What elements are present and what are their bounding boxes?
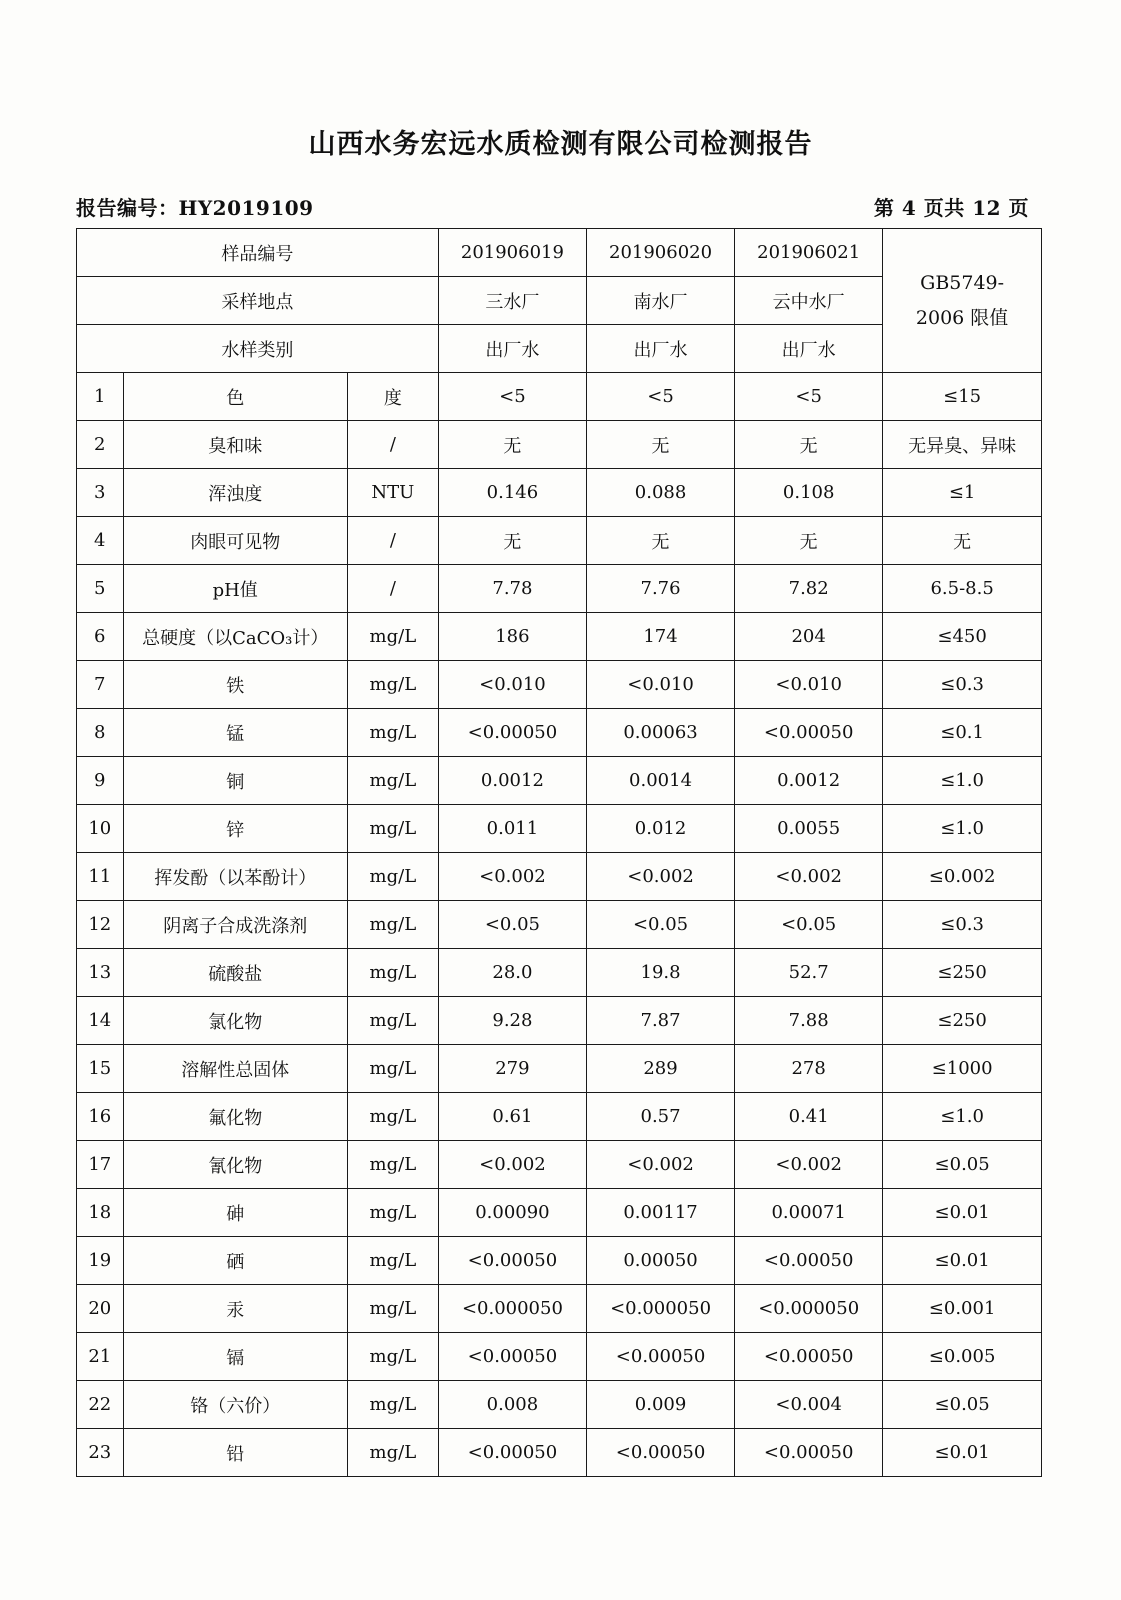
table-row bbox=[77, 1285, 1042, 1333]
sample-site-3: 云中水厂 bbox=[735, 277, 883, 325]
row-index: 3 bbox=[77, 469, 124, 517]
row-unit: mg/L bbox=[347, 1093, 438, 1141]
table-row bbox=[77, 565, 1042, 613]
table-row bbox=[77, 1381, 1042, 1429]
row-index: 6 bbox=[77, 613, 124, 661]
row-parameter: 硒 bbox=[123, 1237, 347, 1285]
row-index: 2 bbox=[77, 421, 124, 469]
row-limit: ≤0.002 bbox=[883, 853, 1042, 901]
row-index: 5 bbox=[77, 565, 124, 613]
row-value-2: <0.002 bbox=[586, 1141, 734, 1189]
row-parameter: 肉眼可见物 bbox=[123, 517, 347, 565]
row-limit: ≤1.0 bbox=[883, 757, 1042, 805]
row-unit: mg/L bbox=[347, 949, 438, 997]
row-index: 13 bbox=[77, 949, 124, 997]
row-value-2: 0.0014 bbox=[586, 757, 734, 805]
row-parameter: 汞 bbox=[123, 1285, 347, 1333]
row-limit: ≤1.0 bbox=[883, 1093, 1042, 1141]
row-value-1: <0.05 bbox=[438, 901, 586, 949]
row-value-3: 52.7 bbox=[735, 949, 883, 997]
row-value-1: 0.61 bbox=[438, 1093, 586, 1141]
row-value-3: <0.05 bbox=[735, 901, 883, 949]
page-number: 第 4 页共 12 页 bbox=[873, 196, 1029, 220]
row-parameter: 氯化物 bbox=[123, 997, 347, 1045]
row-unit: / bbox=[347, 565, 438, 613]
row-value-3: 无 bbox=[735, 517, 883, 565]
row-limit: ≤450 bbox=[883, 613, 1042, 661]
row-value-3: <0.00050 bbox=[735, 1333, 883, 1381]
row-index: 19 bbox=[77, 1237, 124, 1285]
row-parameter: 锌 bbox=[123, 805, 347, 853]
row-unit: mg/L bbox=[347, 709, 438, 757]
row-value-1: 0.008 bbox=[438, 1381, 586, 1429]
row-index: 11 bbox=[77, 853, 124, 901]
header-label-water-type: 水样类别 bbox=[77, 325, 439, 373]
row-value-3: <0.000050 bbox=[735, 1285, 883, 1333]
row-index: 15 bbox=[77, 1045, 124, 1093]
row-value-2: 0.00063 bbox=[586, 709, 734, 757]
table-row bbox=[77, 805, 1042, 853]
row-value-2: 7.76 bbox=[586, 565, 734, 613]
row-value-1: <5 bbox=[438, 373, 586, 421]
row-parameter: pH值 bbox=[123, 565, 347, 613]
header-label-sample-no: 样品编号 bbox=[77, 229, 439, 277]
table-row bbox=[77, 709, 1042, 757]
table-row bbox=[77, 949, 1042, 997]
row-index: 22 bbox=[77, 1381, 124, 1429]
row-value-2: <0.002 bbox=[586, 853, 734, 901]
row-value-2: 7.87 bbox=[586, 997, 734, 1045]
row-value-2: 无 bbox=[586, 517, 734, 565]
row-value-1: 7.78 bbox=[438, 565, 586, 613]
row-value-2: <0.00050 bbox=[586, 1429, 734, 1477]
row-unit: mg/L bbox=[347, 1189, 438, 1237]
row-value-2: 0.57 bbox=[586, 1093, 734, 1141]
row-index: 9 bbox=[77, 757, 124, 805]
row-unit: NTU bbox=[347, 469, 438, 517]
row-value-1: 无 bbox=[438, 517, 586, 565]
row-limit: 无 bbox=[883, 517, 1042, 565]
row-value-3: 204 bbox=[735, 613, 883, 661]
row-index: 17 bbox=[77, 1141, 124, 1189]
row-value-3: <0.010 bbox=[735, 661, 883, 709]
row-limit: 无异臭、异味 bbox=[883, 421, 1042, 469]
row-value-3: 0.0012 bbox=[735, 757, 883, 805]
table-row bbox=[77, 1141, 1042, 1189]
row-value-2: <0.05 bbox=[586, 901, 734, 949]
row-value-1: <0.00050 bbox=[438, 1429, 586, 1477]
table-row bbox=[77, 1333, 1042, 1381]
row-value-3: 无 bbox=[735, 421, 883, 469]
row-index: 14 bbox=[77, 997, 124, 1045]
row-index: 7 bbox=[77, 661, 124, 709]
row-unit: mg/L bbox=[347, 1381, 438, 1429]
row-value-2: 0.088 bbox=[586, 469, 734, 517]
row-value-1: 186 bbox=[438, 613, 586, 661]
row-index: 12 bbox=[77, 901, 124, 949]
row-value-2: 19.8 bbox=[586, 949, 734, 997]
row-value-2: <0.00050 bbox=[586, 1333, 734, 1381]
row-unit: mg/L bbox=[347, 1333, 438, 1381]
row-limit: ≤1 bbox=[883, 469, 1042, 517]
sample-no-3: 201906021 bbox=[735, 229, 883, 277]
row-value-3: <0.00050 bbox=[735, 709, 883, 757]
table-row bbox=[77, 1045, 1042, 1093]
row-parameter: 总硬度（以CaCO₃计） bbox=[123, 613, 347, 661]
row-unit: mg/L bbox=[347, 613, 438, 661]
row-limit: ≤0.01 bbox=[883, 1189, 1042, 1237]
sample-site-2: 南水厂 bbox=[586, 277, 734, 325]
sample-no-2: 201906020 bbox=[586, 229, 734, 277]
row-limit: ≤0.1 bbox=[883, 709, 1042, 757]
row-index: 8 bbox=[77, 709, 124, 757]
row-value-3: 0.41 bbox=[735, 1093, 883, 1141]
table-row bbox=[77, 1093, 1042, 1141]
row-unit: mg/L bbox=[347, 997, 438, 1045]
row-value-3: <0.00050 bbox=[735, 1429, 883, 1477]
row-unit: mg/L bbox=[347, 853, 438, 901]
row-unit: 度 bbox=[347, 373, 438, 421]
row-value-2: <0.010 bbox=[586, 661, 734, 709]
row-limit: ≤0.01 bbox=[883, 1429, 1042, 1477]
row-unit: mg/L bbox=[347, 757, 438, 805]
row-index: 10 bbox=[77, 805, 124, 853]
water-type-2: 出厂水 bbox=[586, 325, 734, 373]
row-parameter: 挥发酚（以苯酚计） bbox=[123, 853, 347, 901]
row-value-2: 0.00117 bbox=[586, 1189, 734, 1237]
table-row bbox=[77, 421, 1042, 469]
row-index: 4 bbox=[77, 517, 124, 565]
row-unit: mg/L bbox=[347, 1045, 438, 1093]
row-parameter: 臭和味 bbox=[123, 421, 347, 469]
row-parameter: 硫酸盐 bbox=[123, 949, 347, 997]
row-value-3: <0.00050 bbox=[735, 1237, 883, 1285]
limit-column-header bbox=[883, 229, 1042, 373]
row-limit: ≤15 bbox=[883, 373, 1042, 421]
row-unit: mg/L bbox=[347, 805, 438, 853]
row-limit: ≤1.0 bbox=[883, 805, 1042, 853]
row-limit: ≤0.05 bbox=[883, 1381, 1042, 1429]
row-value-3: 0.00071 bbox=[735, 1189, 883, 1237]
row-parameter: 阴离子合成洗涤剂 bbox=[123, 901, 347, 949]
row-limit: ≤250 bbox=[883, 997, 1042, 1045]
row-value-1: <0.010 bbox=[438, 661, 586, 709]
row-limit: ≤0.3 bbox=[883, 901, 1042, 949]
row-value-3: 0.0055 bbox=[735, 805, 883, 853]
row-value-2: 174 bbox=[586, 613, 734, 661]
row-index: 1 bbox=[77, 373, 124, 421]
row-limit: ≤0.005 bbox=[883, 1333, 1042, 1381]
row-value-1: <0.002 bbox=[438, 1141, 586, 1189]
table-row bbox=[77, 517, 1042, 565]
page-title: 山西水务宏远水质检测有限公司检测报告 bbox=[308, 129, 813, 160]
row-parameter: 浑浊度 bbox=[123, 469, 347, 517]
row-value-2: 无 bbox=[586, 421, 734, 469]
row-limit: ≤1000 bbox=[883, 1045, 1042, 1093]
limit-standard-line2: 2006 限值 bbox=[915, 306, 1009, 329]
row-value-3: <0.002 bbox=[735, 853, 883, 901]
row-limit: 6.5-8.5 bbox=[883, 565, 1042, 613]
row-value-1: 无 bbox=[438, 421, 586, 469]
row-value-1: 279 bbox=[438, 1045, 586, 1093]
row-value-1: <0.000050 bbox=[438, 1285, 586, 1333]
row-value-1: <0.00050 bbox=[438, 709, 586, 757]
row-value-2: <5 bbox=[586, 373, 734, 421]
row-value-1: 0.011 bbox=[438, 805, 586, 853]
row-value-3: <5 bbox=[735, 373, 883, 421]
row-parameter: 铁 bbox=[123, 661, 347, 709]
row-value-3: 7.82 bbox=[735, 565, 883, 613]
table-row bbox=[77, 373, 1042, 421]
row-unit: mg/L bbox=[347, 1429, 438, 1477]
row-value-1: 28.0 bbox=[438, 949, 586, 997]
water-quality-table bbox=[76, 228, 1042, 1477]
table-row bbox=[77, 853, 1042, 901]
table-row bbox=[77, 613, 1042, 661]
row-value-1: 0.146 bbox=[438, 469, 586, 517]
row-index: 18 bbox=[77, 1189, 124, 1237]
table-row bbox=[77, 1237, 1042, 1285]
row-limit: ≤0.05 bbox=[883, 1141, 1042, 1189]
row-limit: ≤0.001 bbox=[883, 1285, 1042, 1333]
row-value-1: 0.0012 bbox=[438, 757, 586, 805]
row-value-1: <0.00050 bbox=[438, 1333, 586, 1381]
limit-standard-line1: GB5749- bbox=[920, 272, 1005, 295]
row-value-1: 9.28 bbox=[438, 997, 586, 1045]
table-row bbox=[77, 469, 1042, 517]
row-limit: ≤0.3 bbox=[883, 661, 1042, 709]
row-unit: mg/L bbox=[347, 901, 438, 949]
row-parameter: 色 bbox=[123, 373, 347, 421]
row-value-2: 0.012 bbox=[586, 805, 734, 853]
row-limit: ≤250 bbox=[883, 949, 1042, 997]
sample-no-1: 201906019 bbox=[438, 229, 586, 277]
table-row bbox=[77, 661, 1042, 709]
row-index: 23 bbox=[77, 1429, 124, 1477]
table-row bbox=[77, 1429, 1042, 1477]
water-type-3: 出厂水 bbox=[735, 325, 883, 373]
table-row bbox=[77, 997, 1042, 1045]
row-index: 20 bbox=[77, 1285, 124, 1333]
row-parameter: 砷 bbox=[123, 1189, 347, 1237]
table-header-row-sample-no bbox=[77, 229, 1042, 277]
row-parameter: 氟化物 bbox=[123, 1093, 347, 1141]
header-label-sample-site: 采样地点 bbox=[77, 277, 439, 325]
table-row bbox=[77, 757, 1042, 805]
table-row bbox=[77, 1189, 1042, 1237]
row-unit: mg/L bbox=[347, 1285, 438, 1333]
row-parameter: 溶解性总固体 bbox=[123, 1045, 347, 1093]
table-row bbox=[77, 901, 1042, 949]
row-parameter: 镉 bbox=[123, 1333, 347, 1381]
row-value-3: <0.002 bbox=[735, 1141, 883, 1189]
row-value-1: <0.00050 bbox=[438, 1237, 586, 1285]
row-unit: / bbox=[347, 517, 438, 565]
row-value-3: <0.004 bbox=[735, 1381, 883, 1429]
row-value-3: 0.108 bbox=[735, 469, 883, 517]
row-unit: mg/L bbox=[347, 661, 438, 709]
row-index: 16 bbox=[77, 1093, 124, 1141]
row-parameter: 铅 bbox=[123, 1429, 347, 1477]
row-value-2: <0.000050 bbox=[586, 1285, 734, 1333]
row-unit: / bbox=[347, 421, 438, 469]
row-value-3: 278 bbox=[735, 1045, 883, 1093]
report-number: 报告编号：HY2019109 bbox=[76, 196, 314, 220]
row-value-2: 289 bbox=[586, 1045, 734, 1093]
row-parameter: 锰 bbox=[123, 709, 347, 757]
row-parameter: 铜 bbox=[123, 757, 347, 805]
row-limit: ≤0.01 bbox=[883, 1237, 1042, 1285]
sample-site-1: 三水厂 bbox=[438, 277, 586, 325]
row-value-1: <0.002 bbox=[438, 853, 586, 901]
row-value-1: 0.00090 bbox=[438, 1189, 586, 1237]
row-index: 21 bbox=[77, 1333, 124, 1381]
row-unit: mg/L bbox=[347, 1141, 438, 1189]
row-parameter: 铬（六价） bbox=[123, 1381, 347, 1429]
row-unit: mg/L bbox=[347, 1237, 438, 1285]
row-value-2: 0.009 bbox=[586, 1381, 734, 1429]
table-body bbox=[77, 229, 1042, 1477]
row-value-3: 7.88 bbox=[735, 997, 883, 1045]
row-value-2: 0.00050 bbox=[586, 1237, 734, 1285]
row-parameter: 氰化物 bbox=[123, 1141, 347, 1189]
water-type-1: 出厂水 bbox=[438, 325, 586, 373]
